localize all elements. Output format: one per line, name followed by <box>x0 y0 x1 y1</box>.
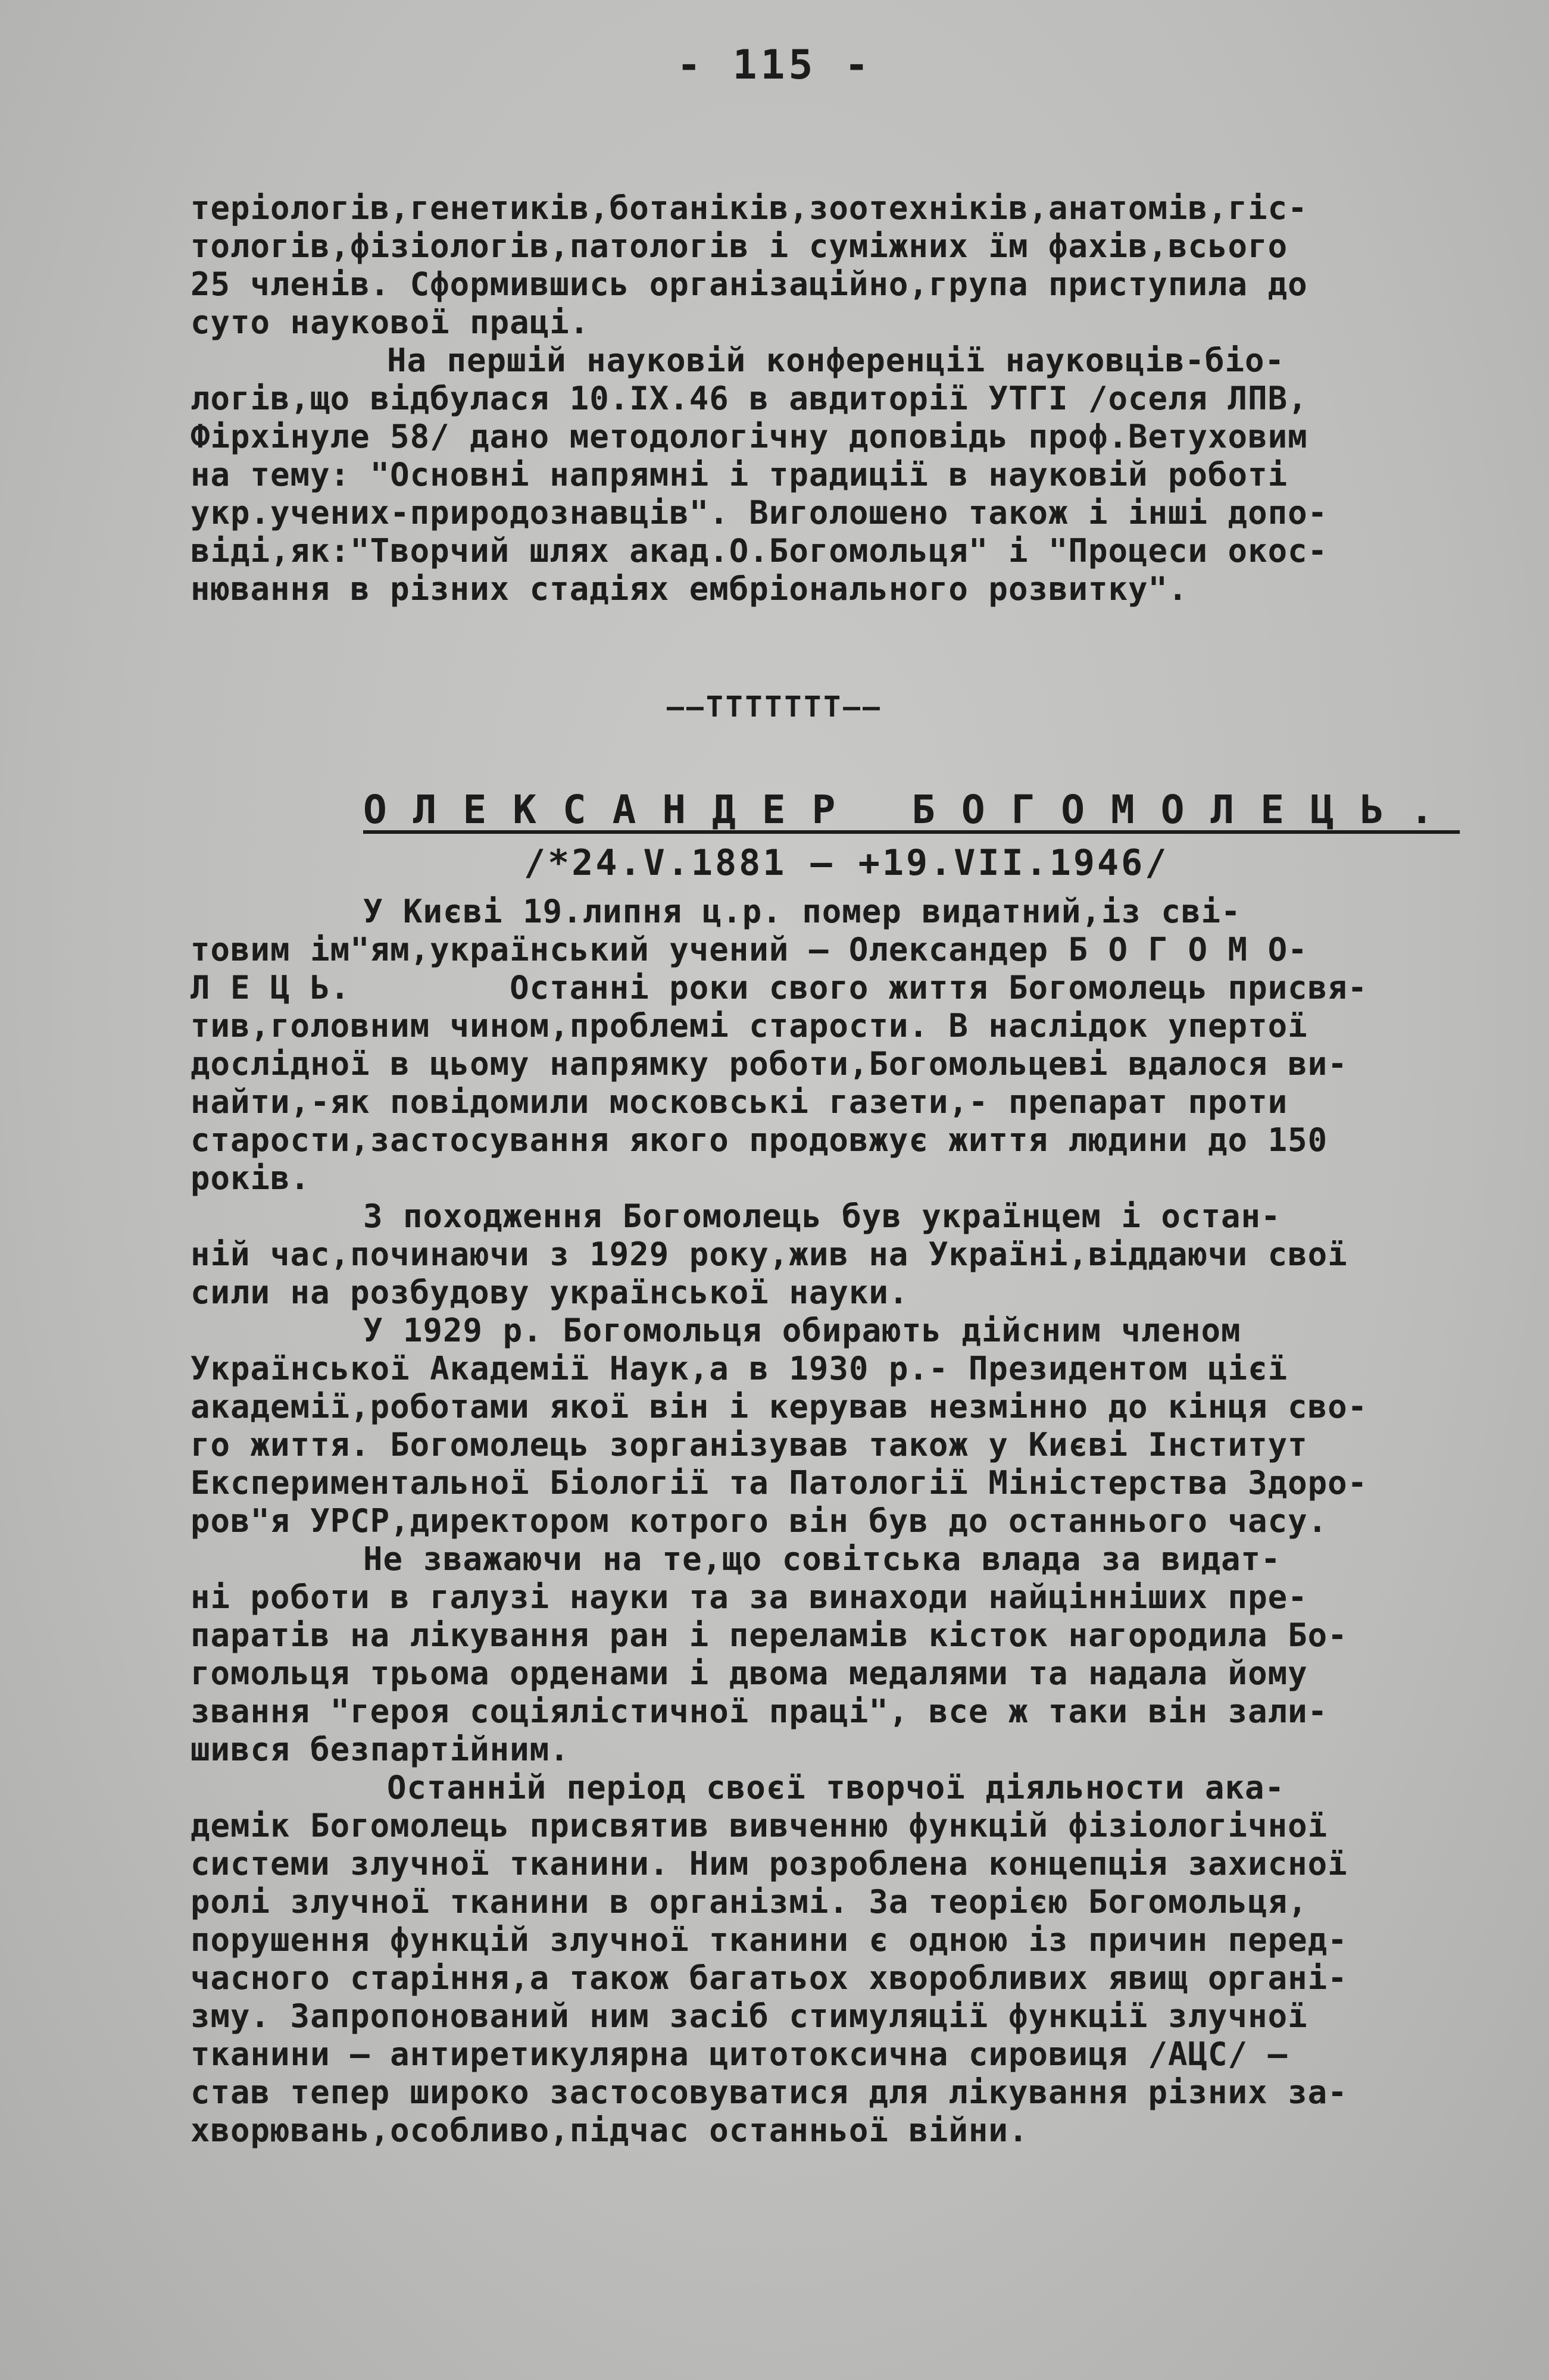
article-title: ОЛЕКСАНДЕР БОГОМОЛЕЦЬ. <box>363 787 1460 833</box>
text-line: демік Богомолець присвятив вивченню функцій фізіологічної <box>190 1807 1328 1844</box>
text-line: На першій науковій конференції науковців-біо- <box>387 342 1285 379</box>
text-line: У 1929 р. Богомольця обирають дійсним членом <box>363 1312 1241 1349</box>
text-line: ній час,починаючи з 1929 року,жив на Україні,віддаючи свої <box>190 1236 1348 1273</box>
text-line: суто наукової праці. <box>190 304 590 341</box>
text-line: З походження Богомолець був українцем і остан- <box>363 1197 1281 1235</box>
text-line: го життя. Богомолець зорганізував також у Києві Інститут <box>190 1426 1308 1463</box>
text-line: гомольця трьома орденами і двома медалями та надала йому <box>190 1655 1308 1692</box>
text-line: хворювань,особливо,підчас останньої війни. <box>190 2112 1029 2149</box>
text-line: укр.учених-природознавців". Виголошено також і інші допо- <box>190 494 1328 531</box>
article-dates: /*24.V.1881 – +19.VII.1946/ <box>524 842 1169 884</box>
text-line: паратів на лікування ран і переламів кісток нагородила Бо- <box>190 1616 1348 1654</box>
article-body <box>190 893 1447 2150</box>
text-line: ролі злучної тканини в організмі. За теорією Богомольця, <box>190 1883 1308 1921</box>
text-line: шився безпартійним. <box>190 1731 570 1768</box>
text-line: 25 членів. Сформившись організаційно,група приступила до <box>190 265 1308 303</box>
text-line: логів,що відбулася 10.IX.46 в авдиторії УТГІ /оселя ЛПВ, <box>190 380 1308 417</box>
intro-paragraph <box>190 189 1447 608</box>
text-line: ні роботи в галузі науки та за винаходи найцінніших пре- <box>190 1578 1308 1616</box>
text-line: сили на розбудову української науки. <box>190 1274 909 1311</box>
text-line: зму. Запропонований ним засіб стимуляції функції злучної <box>190 1997 1308 2035</box>
text-line: порушення функцій злучної тканини є одною із причин перед- <box>190 1921 1348 1959</box>
text-line: на тему: "Основні напрямні і традиції в науковій роботі <box>190 456 1288 493</box>
text-line: У Києві 19.липня ц.р. помер видатний,із сві- <box>363 893 1241 930</box>
text-line: Не зважаючи на те,що совітська влада за видат- <box>363 1540 1281 1578</box>
text-line: тив,головним чином,проблемі старости. В наслідок упертої <box>190 1007 1308 1044</box>
section-separator: ——ТТТТТТТ—— <box>667 690 882 724</box>
text-line: теріологів,генетиків,ботаніків,зоотехніків,анатомів,гіс- <box>190 189 1308 227</box>
text-line: товим ім"ям,український учений – Олександер Б О Г О М О- <box>190 931 1308 968</box>
text-line: тканини – антиретикулярна цитотоксична сировиця /АЦС/ – <box>190 2035 1288 2073</box>
text-line: ров"я УРСР,директором котрого він був до останнього часу. <box>190 1502 1328 1540</box>
text-line: Останній період своєї творчої діяльности ака- <box>387 1769 1285 1806</box>
text-line: часного старіння,а також багатьох хворобливих явищ органі- <box>190 1959 1348 1997</box>
text-line: академії,роботами якої він і керував незмінно до кінця сво- <box>190 1388 1368 1425</box>
text-line: Української Академії Наук,а в 1930 р.- Президентом цієї <box>190 1350 1288 1387</box>
text-line: старости,застосування якого продовжує життя людини до 150 <box>190 1121 1328 1159</box>
text-line: звання "героя соціялістичної праці", все ж таки він зали- <box>190 1693 1328 1730</box>
text-line: Л Е Ц Ь. Останні роки свого життя Богомолець присвя- <box>190 969 1368 1006</box>
text-line: найти,-як повідомили московські газети,- препарат проти <box>190 1083 1288 1121</box>
text-line: дослідної в цьому напрямку роботи,Богомольцеві вдалося ви- <box>190 1045 1348 1083</box>
text-line: років. <box>190 1159 311 1197</box>
text-line: став тепер широко застосовуватися для лікування різних за- <box>190 2073 1348 2111</box>
text-line: Фірхінуле 58/ дано методологічну доповідь проф.Ветуховим <box>190 418 1308 455</box>
text-line: системи злучної тканини. Ним розроблена концепція захисної <box>190 1845 1348 1882</box>
text-line: тологів,фізіологів,патологів і суміжних їм фахів,всього <box>190 227 1288 265</box>
text-line: нювання в різних стадіях ембріонального розвитку". <box>190 570 1188 608</box>
page-number: - 115 - <box>676 42 873 89</box>
text-line: віді,як:"Творчий шлях акад.О.Богомольця" і "Процеси окос- <box>190 532 1328 570</box>
text-line: Експериментальної Біології та Патології Міністерства Здоро- <box>190 1464 1368 1502</box>
